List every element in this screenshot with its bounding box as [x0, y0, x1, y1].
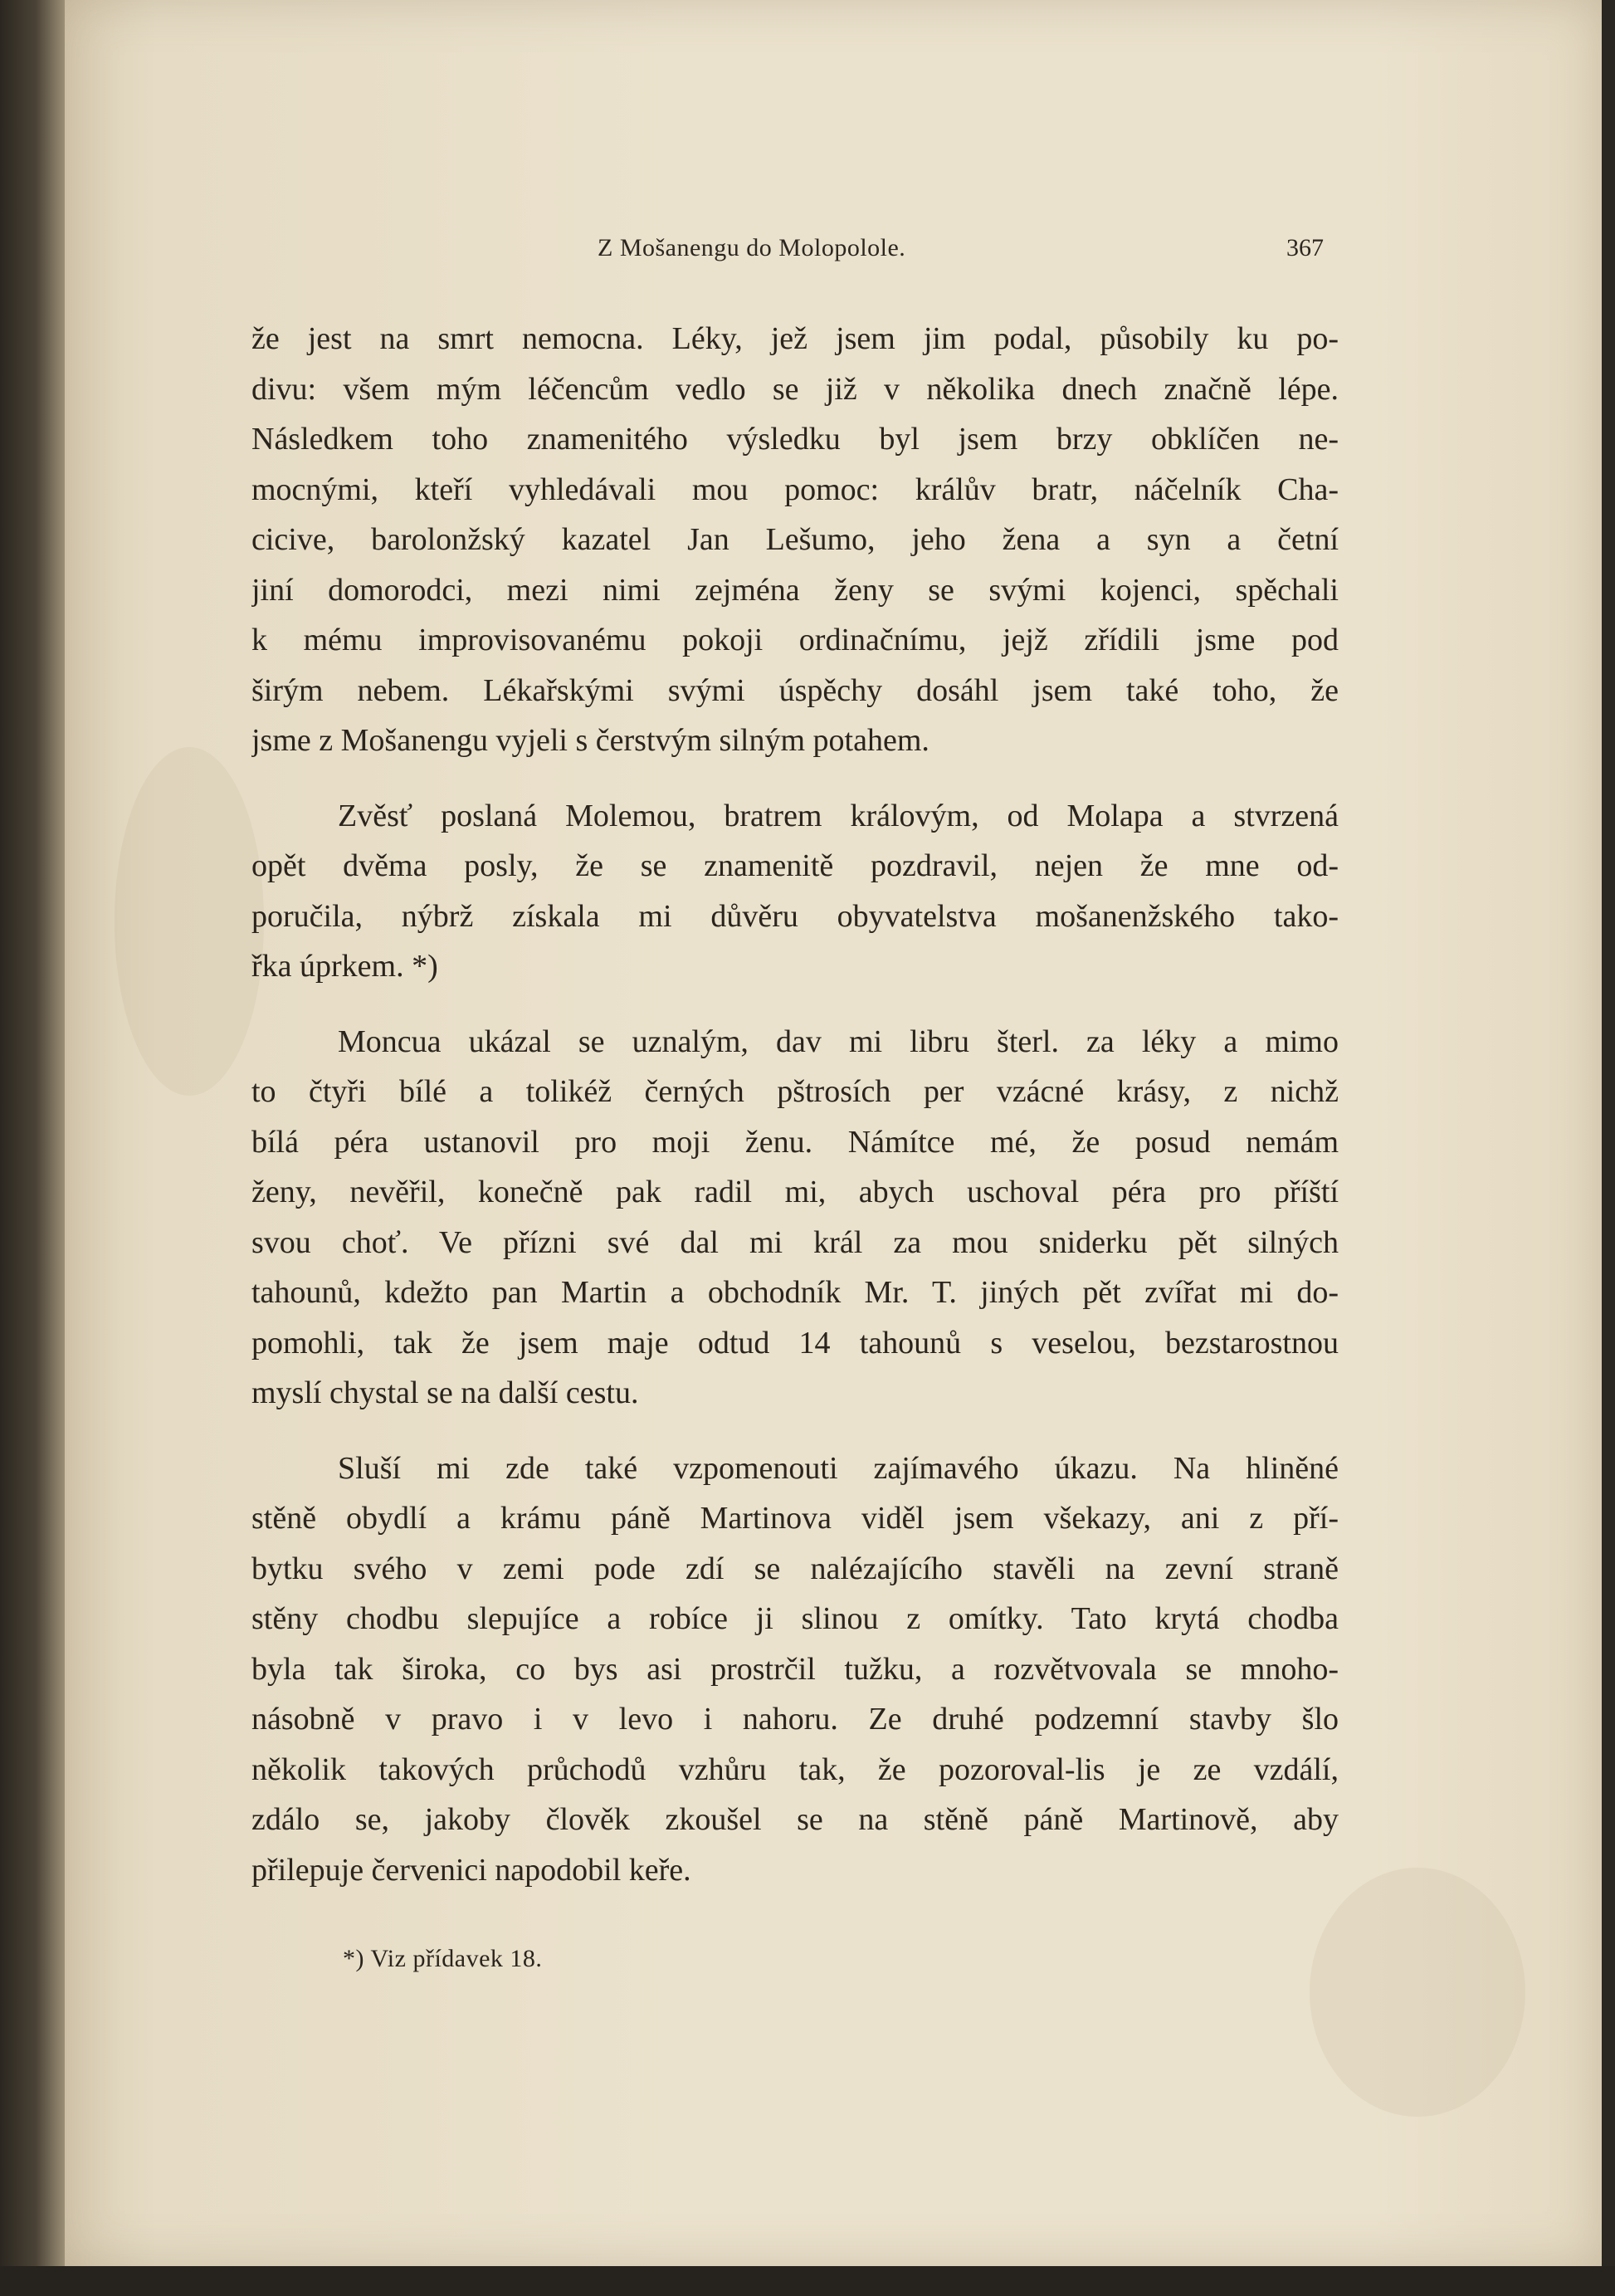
text-line: ženy, nevěřil, konečně pak radil mi, abych uschoval péra pro příští: [251, 1175, 1339, 1209]
text-line: opět dvěma posly, že se znamenitě pozdravil, nejen že mne od-: [251, 848, 1339, 883]
text-line: přilepuje červenici napodobil keře.: [251, 1852, 691, 1888]
book-binding-edge: [0, 0, 65, 2296]
text-line: svou choť. Ve přízni své dal mi král za mou sniderku pět silných: [251, 1224, 1339, 1260]
text-line: cicive, barolonžský kazatel Jan Lešumo, jeho žena a syn a četní: [251, 522, 1339, 557]
text-line: stěně obydlí a krámu páně Martinova viděl jsem všekazy, ani z pří-: [251, 1501, 1339, 1536]
text-line: Sluší mi zde také vzpomenouti zajímavého úkazu. Na hliněné: [338, 1450, 1339, 1486]
text-line: že jest na smrt nemocna. Léky, jež jsem jim podal, působily ku po-: [251, 321, 1339, 356]
text-line: poručila, nýbrž získala mi důvěru obyvatelstva mošanenžského tako-: [251, 898, 1339, 934]
page-number: 367: [1286, 234, 1324, 261]
text-line: násobně v pravo i v levo i nahoru. Ze druhé podzemní stavby šlo: [251, 1702, 1339, 1737]
text-line: byla tak široka, co bys asi prostrčil tužku, a rozvětvovala se mnoho-: [251, 1651, 1339, 1687]
paragraph-1: [251, 314, 1339, 766]
body-text: [251, 314, 1339, 1895]
paper-stain: [115, 747, 264, 1096]
paper-stain: [1310, 1868, 1525, 2117]
text-line: jiní domorodci, mezi nimi zejména ženy se svými kojenci, spěchali: [251, 572, 1339, 608]
text-line: Zvěsť poslaná Molemou, bratrem královým, od Molapa a stvrzená: [338, 798, 1339, 833]
paragraph-gap: [251, 1419, 1339, 1444]
text-line: Následkem toho znamenitého výsledku byl jsem brzy obklíčen ne-: [251, 422, 1339, 457]
footnote: *) Viz přídavek 18.: [343, 1945, 543, 1972]
text-line: širým nebem. Lékařskými svými úspěchy dosáhl jsem také toho, že: [251, 672, 1339, 708]
scan-bottom-edge: [0, 2266, 1615, 2296]
text-line: divu: všem mým léčencům vedlo se již v několika dnech značně lépe.: [251, 371, 1339, 407]
text-line: myslí chystal se na další cestu.: [251, 1375, 639, 1410]
text-line: pomohli, tak že jsem maje odtud 14 tahounů s veselou, bezstarostnou: [251, 1325, 1339, 1361]
text-line: tahounů, kdežto pan Martin a obchodník Mr. T. jiných pět zvířat mi do-: [251, 1275, 1339, 1310]
paragraph-gap: [251, 766, 1339, 791]
paragraph-2: [251, 791, 1339, 992]
text-line: zdálo se, jakoby člověk zkoušel se na stěně páně Martinově, aby: [251, 1802, 1339, 1837]
text-line: jsme z Mošanengu vyjeli s čerstvým silným potahem.: [251, 723, 929, 758]
text-line: stěny chodbu slepujíce a robíce ji slinou z omítky. Tato krytá chodba: [251, 1601, 1339, 1636]
running-head: Z Mošanengu do Molopolole.: [598, 234, 906, 261]
text-line: řka úprkem. *): [251, 949, 438, 984]
text-line: Moncua ukázal se uznalým, dav mi libru šterl. za léky a mimo: [338, 1023, 1339, 1059]
paragraph-4: [251, 1444, 1339, 1896]
text-line: to čtyři bílé a tolikéž černých pštrosích per vzácné krásy, z nichž: [251, 1074, 1339, 1109]
text-line: bytku svého v zemi pode zdí se nalézajícího stavěli na zevní straně: [251, 1551, 1339, 1586]
paragraph-gap: [251, 992, 1339, 1017]
text-line: k mému improvisovanému pokoji ordinačnímu, jejž zřídili jsme pod: [251, 623, 1339, 657]
paragraph-3: [251, 1017, 1339, 1419]
text-line: bílá péra ustanovil pro moji ženu. Námítce mé, že posud nemám: [251, 1124, 1339, 1160]
text-line: několik takových průchodů vzhůru tak, že pozoroval-lis je ze vzdálí,: [251, 1751, 1339, 1787]
text-line: mocnými, kteří vyhledávali mou pomoc: králův bratr, náčelník Cha-: [251, 471, 1339, 507]
